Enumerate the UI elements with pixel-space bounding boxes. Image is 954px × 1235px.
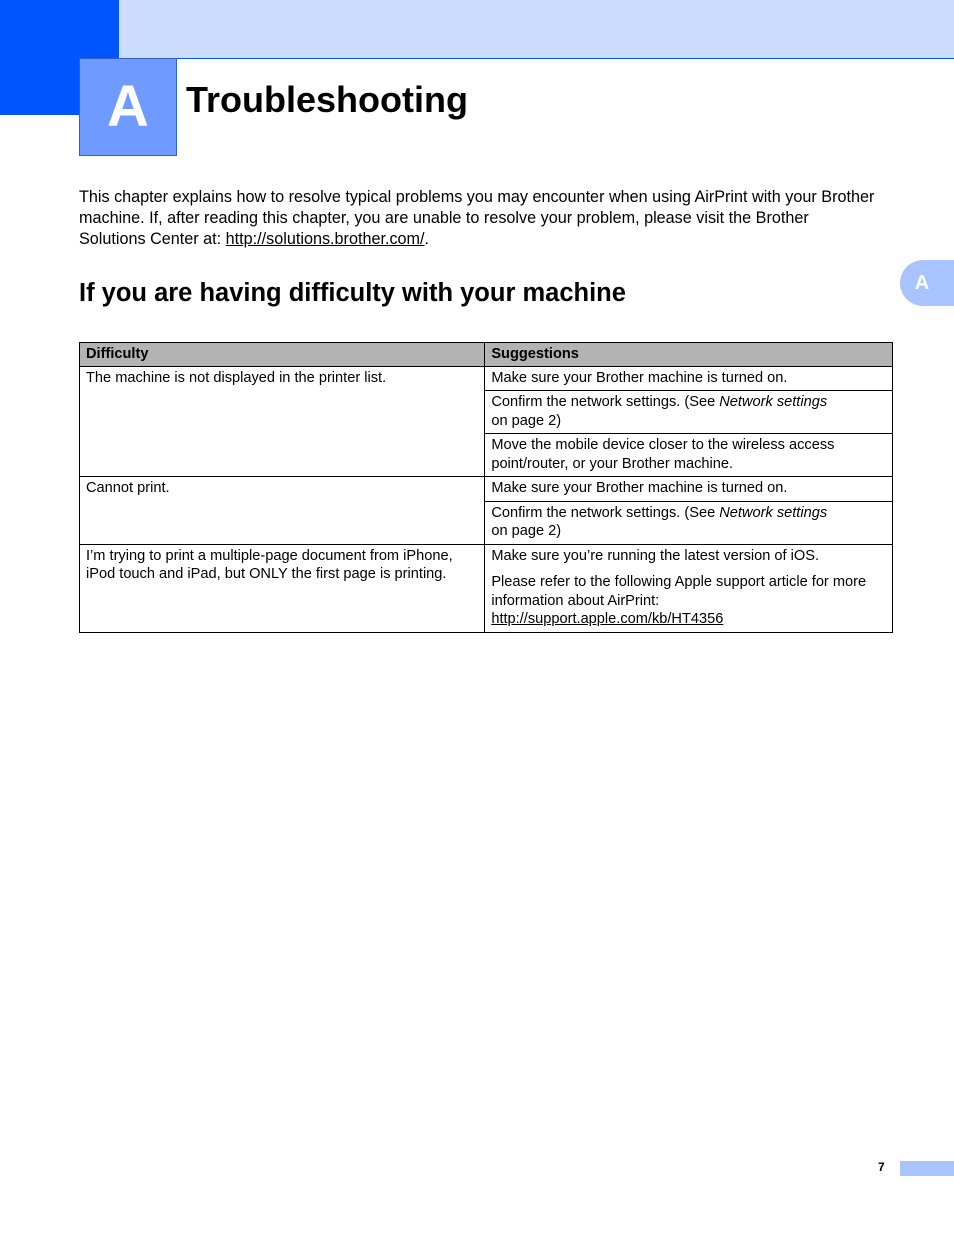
header-band [0, 0, 954, 59]
suggestion-text [491, 573, 887, 629]
apple-support-link[interactable]: http://support.apple.com/kb/HT4356 [491, 611, 724, 627]
table-row [80, 477, 893, 502]
intro-paragraph [79, 187, 879, 250]
chapter-letter: A [107, 74, 149, 139]
suggestion-cell [485, 391, 893, 434]
network-settings-ref: Network settings [719, 394, 828, 410]
footer-accent-bar [900, 1161, 954, 1176]
page-number: 7 [878, 1160, 885, 1174]
suggestion-cell: Make sure your Brother machine is turned on. [485, 366, 893, 391]
suggestion-prefix: Confirm the network settings. (See [491, 394, 720, 410]
apple-support-text: Please refer to the following Apple support article for more information about AirPrint: [491, 574, 867, 609]
suggestion-cell [485, 544, 893, 632]
difficulty-cell: Cannot print. [80, 477, 485, 545]
difficulty-cell: The machine is not displayed in the printer list. [80, 366, 485, 477]
table-row [80, 366, 893, 391]
chapter-side-tab [900, 260, 954, 306]
intro-text: This chapter explains how to resolve typical problems you may encounter when using AirPrint with your Brother machine. If, after reading this chapter, you are unable to resolve your problem, please visit the Brother Solutions Center at: [79, 188, 875, 248]
solutions-center-link[interactable]: http://solutions.brother.com/ [225, 230, 425, 248]
table-row [80, 544, 893, 632]
network-settings-ref: Network settings [719, 504, 828, 521]
chapter-title: Troubleshooting [186, 79, 468, 120]
section-title: If you are having difficulty with your machine [79, 279, 626, 307]
table-header-row [80, 343, 893, 367]
header-suggestions: Suggestions [485, 343, 893, 367]
side-tab-letter: A [914, 271, 930, 294]
suggestion-suffix: on page 2) [491, 412, 562, 429]
chapter-badge [79, 58, 177, 156]
suggestion-text: Make sure you’re running the latest version of iOS. [491, 547, 820, 564]
header-difficulty: Difficulty [80, 343, 485, 367]
intro-suffix: . [424, 230, 430, 248]
difficulty-cell: I’m trying to print a multiple-page document from iPhone, iPod touch and iPad, but ONLY the first page is printing. [80, 544, 485, 632]
suggestion-suffix: on page 2) [491, 523, 562, 539]
suggestion-cell: Move the mobile device closer to the wireless access point/router, or your Brother machine. [485, 434, 893, 477]
suggestion-cell: Make sure your Brother machine is turned on. [485, 477, 893, 502]
suggestion-cell [485, 501, 893, 544]
suggestion-prefix: Confirm the network settings. (See [491, 504, 720, 521]
troubleshooting-table [79, 342, 893, 633]
